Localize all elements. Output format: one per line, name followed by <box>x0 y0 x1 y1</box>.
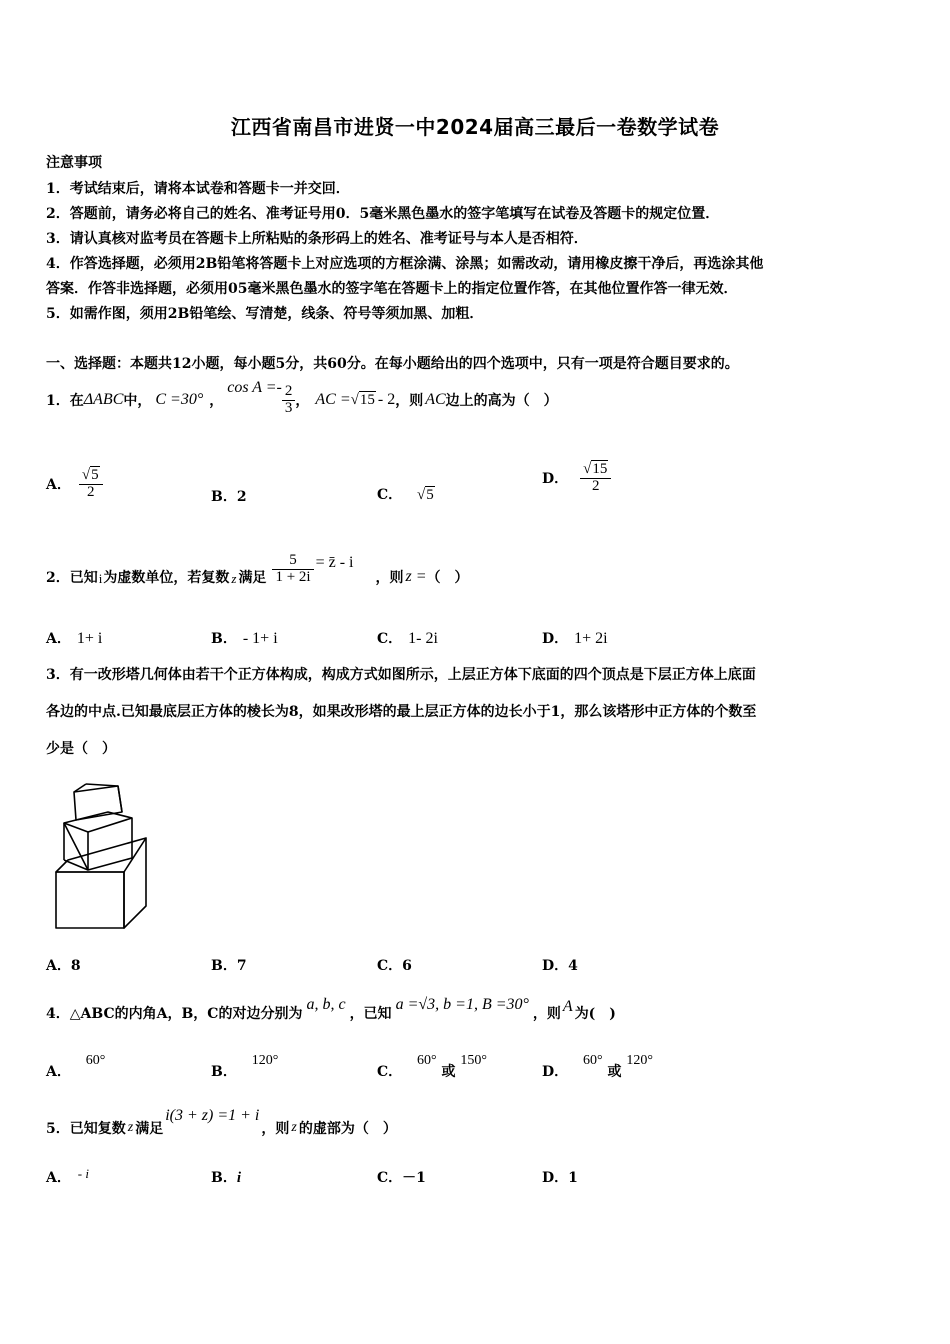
q3-option-c[interactable] <box>377 955 412 975</box>
option-letter: A． <box>46 631 71 647</box>
option-letter: C． <box>377 1064 403 1080</box>
q5-mid2: ，则 <box>261 1121 290 1137</box>
q2-suffix: （ ） <box>426 570 469 586</box>
q2-prefix: 2．已知 <box>46 570 98 586</box>
question-1 <box>46 377 558 423</box>
q1-sqrt-radicand: 15 <box>359 391 375 408</box>
q1-angle-c: C =30° <box>155 391 204 408</box>
middle-cube-edge <box>88 818 132 832</box>
option-value: 60° <box>85 1053 106 1068</box>
option-value: - i <box>77 1166 89 1181</box>
q2-option-a[interactable] <box>46 628 102 648</box>
q1-ac-lhs: AC = <box>315 391 351 408</box>
question-3-line: 3．有一改形塔几何体由若干个正方体构成，构成方式如图所示，上层正方体下底面的四个顶点是下层正方体上底面 <box>46 667 756 683</box>
q1-sqrt: √15 <box>350 391 375 408</box>
option-or: 或 <box>607 1064 622 1080</box>
q1-d-fraction: $\frac{√15}{2}$ <box>580 462 611 495</box>
note-item: 4．作答选择题，必须用2B铅笔将答题卡上对应选项的方框涂满、涂黑；如需改动，请用橡皮擦干净后，再选涂其他 <box>46 256 764 272</box>
option-value: 1+ 2i <box>574 630 608 647</box>
q1-a-den: 2 <box>79 484 103 501</box>
option-value: i <box>236 1170 242 1186</box>
q5-z-symbol: z <box>127 1120 134 1135</box>
question-3-line: 少是（ ） <box>46 741 116 757</box>
option-value: - 1+ i <box>242 630 278 647</box>
option-value: 60° <box>583 1053 603 1068</box>
option-value: 7 <box>236 958 247 974</box>
note-item: 2．答题前，请务必将自己的姓名、准考证号用0．5毫米黑色墨水的签字笔填写在试卷及答题卡的规定位置． <box>46 206 720 222</box>
note-item: 3．请认真核对监考员在答题卡上所粘贴的条形码上的姓名、准考证号与本人是否相符． <box>46 231 588 247</box>
option-letter: D． <box>542 471 569 488</box>
question-3-line: 各边的中点.已知最底层正方体的棱长为8，如果改形塔的最上层正方体的边长小于1，那么该塔形中正方体的个数至 <box>46 704 757 720</box>
q1-mid2: ，则 <box>395 393 424 409</box>
q1-ac-label: AC <box>425 391 446 408</box>
notes-heading: 注意事项 <box>46 155 102 171</box>
option-value: 1- 2i <box>408 630 438 647</box>
option-value: 6 <box>402 958 412 974</box>
option-value: 60° <box>417 1053 437 1068</box>
q4-given: a =√3, b =1, B =30° <box>395 996 529 1013</box>
option-letter: D． <box>542 631 569 647</box>
option-letter: B． <box>211 489 237 505</box>
q5-equation: i(3 + z) =1 + i <box>165 1107 260 1124</box>
option-letter: A． <box>46 477 71 494</box>
option-value: 120° <box>626 1053 653 1068</box>
q3-option-d[interactable] <box>542 955 578 975</box>
q2-option-d[interactable] <box>542 628 608 648</box>
q5-mid1: 满足 <box>135 1121 164 1137</box>
q2-i-symbol: i <box>98 571 103 586</box>
option-letter: A． <box>46 958 71 974</box>
option-value: 120° <box>251 1053 279 1068</box>
exam-title: 江西省南昌市进贤一中2024届高三最后一卷数学试卷 <box>230 115 720 139</box>
q4-suffix: 为( ) <box>574 1006 616 1022</box>
q1-comma1: ， <box>209 393 224 409</box>
q1-cos-num: 2 <box>284 382 293 399</box>
option-value: －1 <box>402 1170 426 1186</box>
q2-option-c[interactable] <box>377 628 438 648</box>
option-letter: C． <box>377 487 403 503</box>
option-value: 1 <box>568 1170 578 1186</box>
q1-prefix: 1．在 <box>46 393 84 409</box>
option-or: 或 <box>441 1064 456 1080</box>
q2-mid3: ，则 <box>375 570 404 586</box>
bottom-cube-front <box>56 872 124 928</box>
q2-frac-den: 1 + 2i <box>272 569 313 586</box>
q1-cos-den: 3 <box>282 400 296 417</box>
option-letter: B． <box>211 958 237 974</box>
section-heading: 一、选择题：本题共12小题，每小题5分，共60分。在每小题给出的四个选项中，只有一项是符合题目要求的。 <box>46 356 739 372</box>
q5-z-symbol: z <box>291 1120 297 1135</box>
q1-triangle: ΔABC <box>83 391 124 408</box>
q2-fraction <box>272 553 313 586</box>
note-item: 答案．作答非选择题，必须用05毫米黑色墨水的签字笔在答题卡上的指定位置作答，在其他位置作答一律无效． <box>46 281 738 297</box>
q5-option-d[interactable] <box>542 1167 578 1187</box>
option-letter: C． <box>377 958 403 974</box>
option-letter: D． <box>542 1170 569 1186</box>
q1-comma2: ， <box>295 393 310 409</box>
option-letter: C． <box>377 1170 403 1186</box>
q1-option-b[interactable] <box>211 486 247 506</box>
q5-option-b[interactable] <box>211 1167 241 1187</box>
q4-prefix: 4．△ABC的内角A，B，C的对边分别为 <box>46 1006 303 1022</box>
note-item: 1．考试结束后，请将本试卷和答题卡一并交回． <box>46 181 350 197</box>
q5-suffix: 的虚部为（ ） <box>298 1121 397 1137</box>
q2-mid2: 满足 <box>238 570 267 586</box>
option-letter: B． <box>211 1064 237 1080</box>
q1-ac-rest: - 2 <box>377 391 396 408</box>
q1-a-radicand: 5 <box>91 467 99 483</box>
q4-mid1: ，已知 <box>349 1006 392 1022</box>
q2-option-b[interactable] <box>211 628 278 648</box>
option-letter: B． <box>211 631 237 647</box>
q3-option-b[interactable] <box>211 955 247 975</box>
q5-option-a[interactable] <box>46 1167 89 1187</box>
option-letter: D． <box>542 1064 569 1080</box>
question-5 <box>46 1103 397 1137</box>
q4-abc: a, b, c <box>306 996 346 1013</box>
option-letter: B． <box>211 1170 237 1186</box>
option-letter: C． <box>377 631 403 647</box>
q1-suffix: 边上的高为（ ） <box>445 393 558 409</box>
q4-a-symbol: A <box>562 998 573 1015</box>
q1-option-d[interactable] <box>542 462 611 495</box>
q2-z-symbol: z <box>231 571 237 586</box>
tower-figure <box>46 780 156 932</box>
q1-c-radicand: 5 <box>426 487 434 503</box>
top-cube-edge <box>118 786 122 812</box>
q2-z-eq: z = <box>405 568 427 585</box>
q5-prefix: 5．已知复数 <box>46 1121 126 1137</box>
q1-d-den: 2 <box>580 478 611 495</box>
q4-option-a[interactable] <box>46 1049 105 1079</box>
option-letter: A． <box>46 1170 71 1186</box>
q1-mid1: 中， <box>123 393 152 409</box>
option-value: 1+ i <box>76 630 103 647</box>
note-item: 5．如需作图，须用2B铅笔绘、写清楚，线条、符号等须加黑、加粗． <box>46 306 484 322</box>
q4-option-d[interactable] <box>542 1049 653 1079</box>
q4-option-c[interactable] <box>377 1049 487 1079</box>
q3-option-a[interactable] <box>46 955 81 975</box>
q1-d-radicand: 15 <box>592 461 608 477</box>
option-value: 4 <box>568 958 578 974</box>
q2-frac-num: 5 <box>289 551 297 568</box>
option-value: 8 <box>70 958 81 974</box>
q1-cos-fraction <box>282 384 296 417</box>
question-2 <box>46 544 469 594</box>
q1-cos-lhs: cos A =- <box>227 379 282 396</box>
q1-option-a[interactable] <box>46 468 103 501</box>
q5-option-c[interactable] <box>377 1167 426 1187</box>
question-4 <box>46 992 616 1026</box>
option-letter: D． <box>542 958 569 974</box>
q1-a-fraction: $\frac{√5}{2}$ <box>79 468 103 501</box>
option-value: 150° <box>460 1053 487 1068</box>
q4-mid2: ，则 <box>532 1006 561 1022</box>
q1-option-c[interactable]: C． √5 <box>377 487 434 503</box>
q2-rhs: = z̄ - i <box>315 554 354 571</box>
option-value: 2 <box>236 489 247 505</box>
q2-mid1: 为虚数单位，若复数 <box>103 570 230 586</box>
option-letter: A． <box>46 1064 71 1080</box>
top-cube-edge <box>86 784 118 786</box>
q4-option-b[interactable] <box>211 1049 278 1079</box>
